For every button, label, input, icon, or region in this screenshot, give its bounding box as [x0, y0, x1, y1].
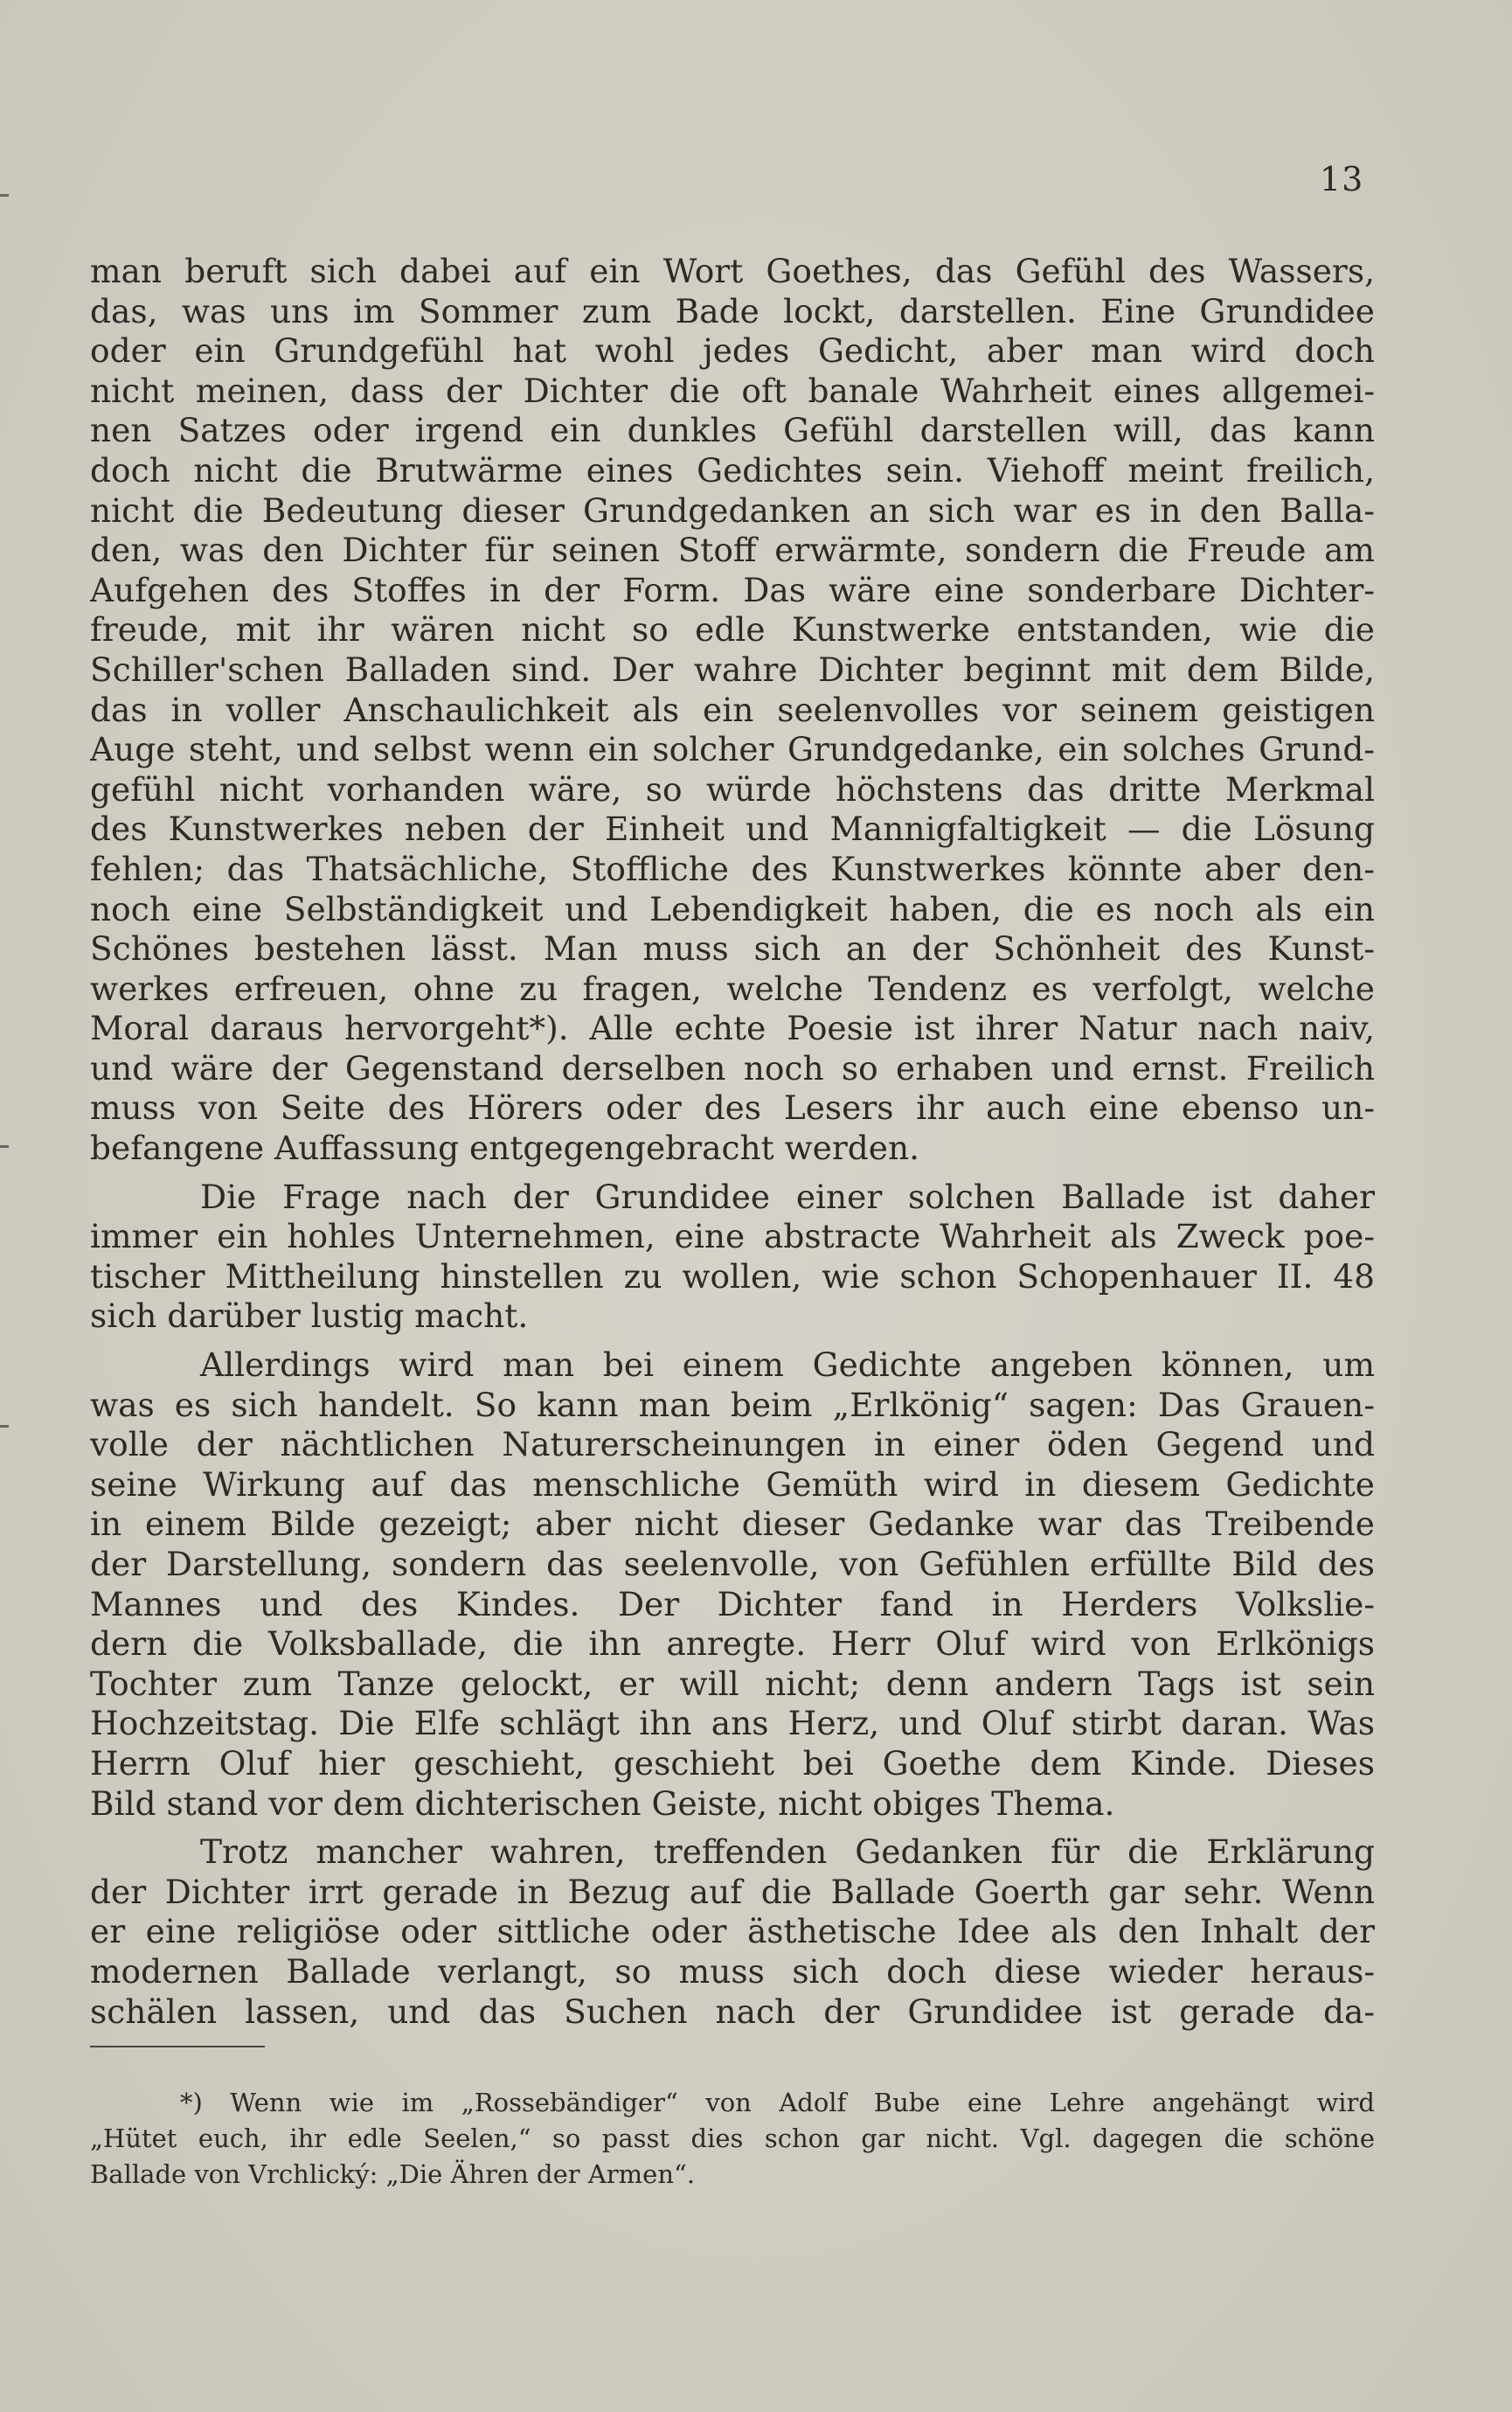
page-number: 13: [1320, 160, 1364, 198]
footnote-line: „Hütet euch, ihr edle Seelen,“ so passt dies schon gar nicht. Vgl. dagegen die schöne: [90, 2124, 1375, 2153]
text-line: nicht meinen, dass der Dichter die oft banale Wahrheit eines allgemei-: [90, 371, 1375, 410]
text-line: Bild stand vor dem dichterischen Geiste, nicht obiges Thema.: [90, 1783, 1115, 1823]
text-line: doch nicht die Brutwärme eines Gedichtes sein. Viehoff meint freilich,: [90, 450, 1375, 490]
text-line: der Dichter irrt gerade in Bezug auf die Ballade Goerth gar sehr. Wenn: [90, 1872, 1375, 1911]
text-line: muss von Seite des Hörers oder des Lesers ihr auch eine ebenso un-: [90, 1088, 1375, 1128]
text-line: noch eine Selbständigkeit und Lebendigkeit haben, die es noch als ein: [90, 889, 1375, 928]
footnote: [90, 2085, 1375, 2193]
text-line: seine Wirkung auf das menschliche Gemüth wird in diesem Gedichte: [90, 1464, 1375, 1504]
text-line: sich darüber lustig macht.: [90, 1296, 529, 1336]
text-line: oder ein Grundgefühl hat wohl jedes Gedicht, aber man wird doch: [90, 331, 1375, 371]
text-line: Tochter zum Tanze gelockt, er will nicht; denn andern Tags ist sein: [90, 1664, 1375, 1703]
text-line: Trotz mancher wahren, treffenden Gedanken für die Erklärung: [200, 1832, 1375, 1872]
text-line: Aufgehen des Stoffes in der Form. Das wäre eine sonderbare Dichter-: [90, 570, 1375, 609]
text-line: des Kunstwerkes neben der Einheit und Mannigfaltigkeit — die Lösung: [90, 810, 1375, 849]
text-line: immer ein hohles Unternehmen, eine abstracte Wahrheit als Zweck poe-: [90, 1217, 1375, 1256]
footnote-rule: [90, 2046, 265, 2047]
text-line: Herrn Oluf hier geschieht, geschieht bei Goethe dem Kinde. Dieses: [90, 1743, 1375, 1783]
footnote-line: Ballade von Vrchlický: „Die Ähren der Armen“.: [90, 2159, 696, 2189]
text-line: schälen lassen, und das Suchen nach der Grundidee ist gerade da-: [90, 1991, 1375, 2031]
text-line: gefühl nicht vorhanden wäre, so würde höchstens das dritte Merkmal: [90, 769, 1375, 809]
text-line: Die Frage nach der Grundidee einer solchen Ballade ist daher: [200, 1177, 1375, 1216]
text-line: volle der nächtlichen Naturerscheinungen in einer öden Gegend und: [90, 1425, 1375, 1464]
text-line: der Darstellung, sondern das seelenvolle, von Gefühlen erfüllte Bild des: [90, 1545, 1375, 1583]
text-line: tischer Mittheilung hinstellen zu wollen, wie schon Schopenhauer II. 48: [90, 1256, 1375, 1296]
text-line: den, was den Dichter für seinen Stoff erwärmte, sondern die Freude am: [90, 531, 1375, 570]
text-line: und wäre der Gegenstand derselben noch so erhaben und ernst. Freilich: [90, 1048, 1375, 1088]
text-line: befangene Auffassung entgegengebracht werden.: [90, 1129, 920, 1168]
text-line: er eine religiöse oder sittliche oder ästhetische Idee als den Inhalt der: [90, 1912, 1375, 1951]
text-line: in einem Bilde gezeigt; aber nicht dieser Gedanke war das Treibende: [90, 1505, 1375, 1544]
text-line: fehlen; das Thatsächliche, Stoffliche des Kunstwerkes könnte aber den-: [90, 849, 1375, 888]
text-line: Mannes und des Kindes. Der Dichter fand in Herders Volkslie-: [90, 1584, 1375, 1623]
text-line: Schönes bestehen lässt. Man muss sich an der Schönheit des Kunst-: [90, 929, 1375, 969]
text-line: das in voller Anschaulichkeit als ein seelenvolles vor seinem geistigen: [90, 690, 1375, 729]
text-line: das, was uns im Sommer zum Bade lockt, darstellen. Eine Grundidee: [90, 291, 1375, 330]
text-line: werkes erfreuen, ohne zu fragen, welche Tendenz es verfolgt, welche: [90, 969, 1375, 1008]
text-line: modernen Ballade verlangt, so muss sich doch diese wieder heraus-: [90, 1951, 1375, 1991]
text-line: nicht die Bedeutung dieser Grundgedanken an sich war es in den Balla-: [90, 490, 1375, 530]
text-line: freude, mit ihr wären nicht so edle Kunstwerke entstanden, wie die: [90, 610, 1375, 650]
text-line: Hochzeitstag. Die Elfe schlägt ihn ans Herz, und Oluf stirbt daran. Was: [90, 1704, 1375, 1743]
text-line: nen Satzes oder irgend ein dunkles Gefühl darstellen will, das kann: [90, 411, 1375, 450]
margin-mark: [0, 194, 9, 197]
text-line: Allerdings wird man bei einem Gedichte angeben können, um: [200, 1345, 1375, 1385]
text-line: Auge steht, und selbst wenn ein solcher Grundgedanke, ein solches Grund-: [90, 730, 1375, 769]
text-line: Moral daraus hervorgeht*). Alle echte Poesie ist ihrer Natur nach naiv,: [90, 1009, 1375, 1048]
text-line: Schiller'schen Balladen sind. Der wahre Dichter beginnt mit dem Bilde,: [90, 650, 1375, 689]
footnote-line: *) Wenn wie im „Rossebändiger“ von Adolf Bube eine Lehre angehängt wird: [180, 2088, 1375, 2117]
text-line: man beruft sich dabei auf ein Wort Goethes, das Gefühl des Wassers,: [90, 252, 1375, 290]
body-text: [90, 252, 1375, 2032]
text-line: dern die Volksballade, die ihn anregte. Herr Oluf wird von Erlkönigs: [90, 1624, 1375, 1664]
text-line: was es sich handelt. So kann man beim „Erlkönig“ sagen: Das Grauen-: [90, 1385, 1375, 1424]
margin-mark: [0, 1145, 9, 1148]
margin-mark: [0, 1425, 9, 1428]
